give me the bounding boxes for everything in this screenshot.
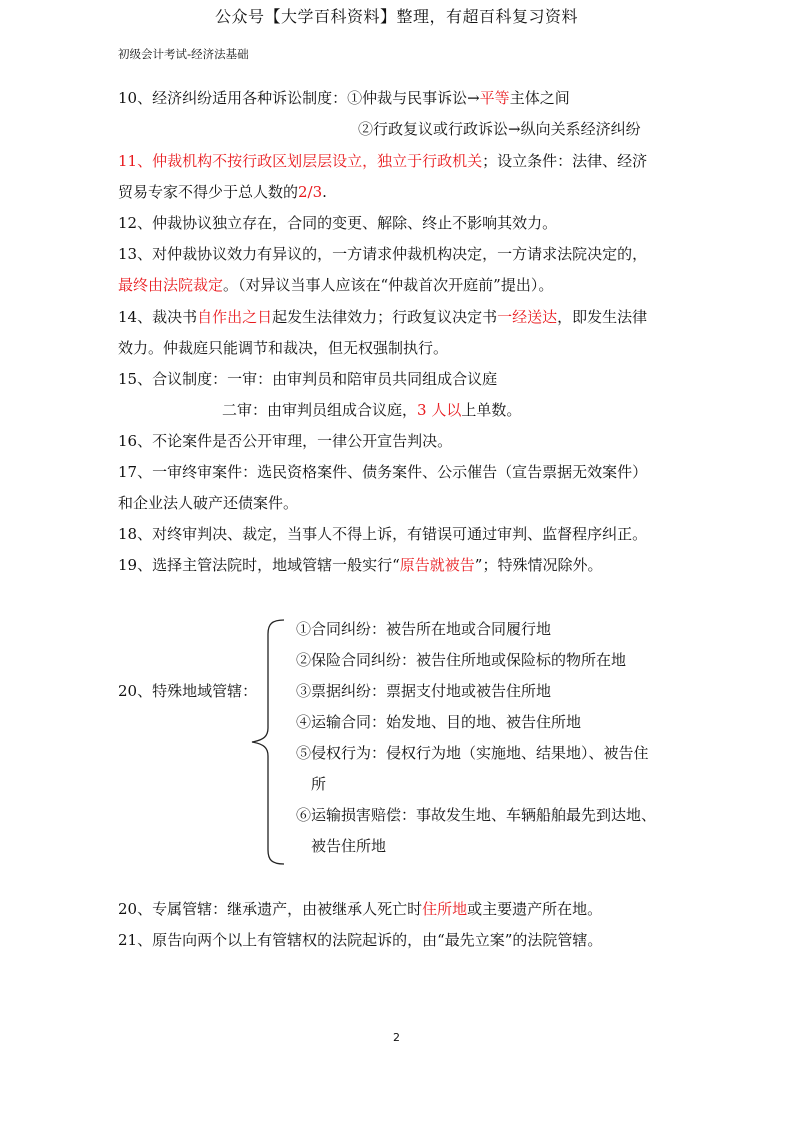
special-list-item-2: ②保险合同纠纷：被告住所地或保险标的物所在地 bbox=[296, 651, 627, 669]
item-11-line-1 bbox=[118, 151, 647, 171]
item-15-highlight: 3 人以 bbox=[417, 401, 462, 419]
special-list-item-6: ⑥运输损害赔偿：事故发生地、车辆船舶最先到达地、 bbox=[296, 806, 657, 824]
item-19-text-tail: ”；特殊情况除外。 bbox=[474, 556, 603, 574]
item-10-line-1 bbox=[118, 88, 570, 108]
item-11-text-2: 贸易专家不得少于总人数的 bbox=[118, 183, 299, 201]
item-19 bbox=[118, 555, 602, 575]
item-14-text-a: 14、裁决书 bbox=[118, 308, 198, 326]
item-13-line-2 bbox=[118, 275, 553, 295]
item-20-exclusive-highlight: 住所地 bbox=[422, 900, 468, 918]
item-16: 16、不论案件是否公开审理，一律公开宣告判决。 bbox=[118, 432, 453, 450]
item-13-text: 。（对异议当事人应该在“仲裁首次开庭前”提出）。 bbox=[223, 276, 554, 294]
item-14-highlight-2: 一经送达 bbox=[497, 308, 558, 326]
item-21: 21、原告向两个以上有管辖权的法院起诉的，由“最先立案”的法院管辖。 bbox=[118, 931, 603, 949]
item-14-line-2: 效力。仲裁庭只能调节和裁决，但无权强制执行。 bbox=[118, 339, 449, 357]
item-18: 18、对终审判决、裁定，当事人不得上诉，有错误可通过审判、监督程序纠正。 bbox=[118, 525, 648, 543]
document-title: 公众号【大学百科资料】整理，有超百科复习资料 bbox=[214, 7, 578, 26]
page-number: 2 bbox=[393, 1031, 400, 1044]
item-15-text: 二审：由审判员组成合议庭， bbox=[222, 401, 418, 419]
item-15-text-tail: 上单数。 bbox=[461, 401, 522, 419]
item-10-text: 10、经济纠纷适用各种诉讼制度：①仲裁与民事诉讼→ bbox=[118, 89, 480, 107]
special-list-item-1: ①合同纠纷：被告所在地或合同履行地 bbox=[296, 620, 552, 638]
item-20-exclusive-tail: 或主要遗产所在地。 bbox=[467, 900, 603, 918]
item-14-text-b: 起发生法律效力；行政复议决定书 bbox=[272, 308, 498, 326]
item-11-highlight-2: 独立于行政机关 bbox=[377, 152, 483, 170]
item-13-highlight: 最终由法院裁定 bbox=[118, 276, 224, 294]
item-20-special-label: 20、特殊地域管辖： bbox=[118, 682, 258, 700]
special-list-item-4: ④运输合同：始发地、目的地、被告住所地 bbox=[296, 713, 582, 731]
item-17-line-2: 和企业法人破产还债案件。 bbox=[118, 494, 299, 512]
item-15-line-1: 15、合议制度：一审：由审判员和陪审员共同组成合议庭 bbox=[118, 370, 498, 388]
item-10-line-2: ②行政复议或行政诉讼→纵向关系经济纠纷 bbox=[358, 120, 641, 138]
item-10-highlight: 平等 bbox=[479, 89, 510, 107]
item-20-exclusive bbox=[118, 899, 602, 919]
item-11-period: . bbox=[322, 183, 327, 201]
item-12: 12、仲裁协议独立存在，合同的变更、解除、终止不影响其效力。 bbox=[118, 214, 558, 232]
item-11-text: ；设立条件：法律、经济 bbox=[482, 152, 648, 170]
item-14-highlight-1: 自作出之日 bbox=[197, 308, 273, 326]
item-13-line-1: 13、对仲裁协议效力有异议的，一方请求仲裁机构决定，一方请求法院决定的， bbox=[118, 245, 648, 263]
item-10-text-tail: 主体之间 bbox=[509, 89, 570, 107]
special-list-item-5: ⑤侵权行为：侵权行为地（实施地、结果地）、被告住 bbox=[296, 744, 649, 762]
item-11-line-2 bbox=[118, 182, 327, 202]
item-19-highlight: 原告就被告 bbox=[399, 556, 475, 574]
item-15-line-2 bbox=[222, 400, 521, 420]
document-subtitle: 初级会计考试-经济法基础 bbox=[118, 47, 249, 61]
item-14-line-1 bbox=[118, 307, 647, 327]
item-14-text-c: ，即发生法律 bbox=[557, 308, 648, 326]
special-list-item-3: ③票据纠纷：票据支付地或被告住所地 bbox=[296, 682, 552, 700]
item-11-highlight-1: 11、仲裁机构不按行政区划层层设立， bbox=[118, 152, 378, 170]
item-20-exclusive-text: 20、专属管辖：继承遗产，由被继承人死亡时 bbox=[118, 900, 423, 918]
item-17-line-1: 17、一审终审案件：选民资格案件、债务案件、公示催告（宣告票据无效案件） bbox=[118, 463, 648, 481]
special-list-item-6-cont: 被告住所地 bbox=[311, 837, 387, 855]
item-11-highlight-ratio: 2/3 bbox=[298, 183, 323, 201]
special-list-item-5-cont: 所 bbox=[311, 775, 327, 793]
curly-brace-icon bbox=[248, 618, 288, 866]
item-19-text: 19、选择主管法院时，地域管辖一般实行“ bbox=[118, 556, 400, 574]
